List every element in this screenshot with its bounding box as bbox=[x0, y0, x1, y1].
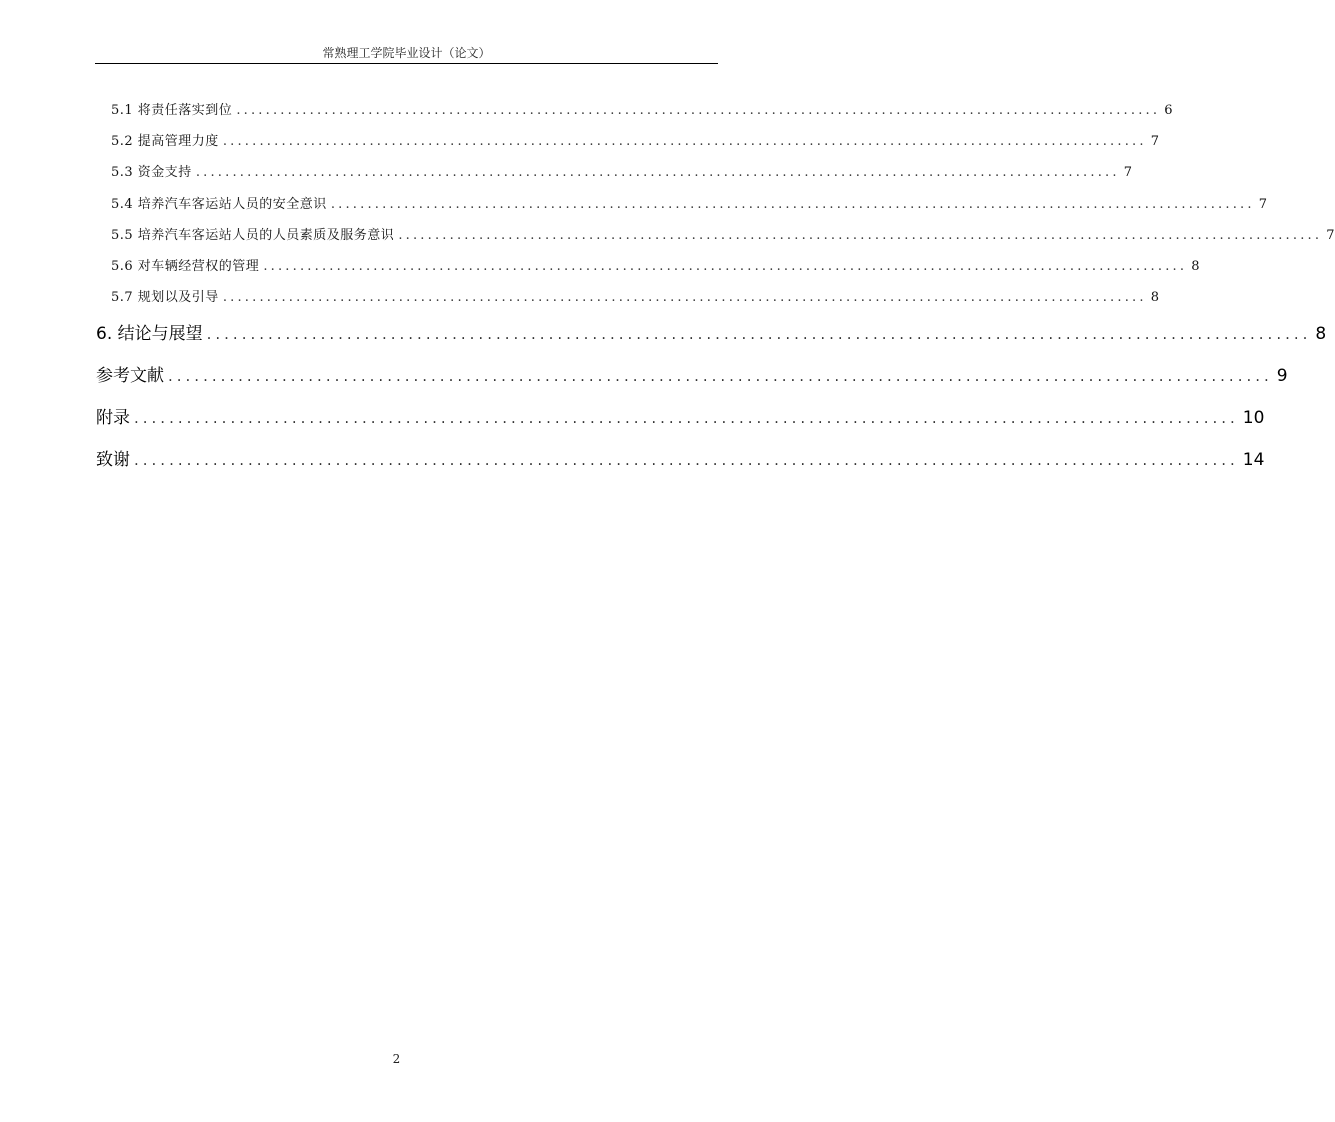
toc-entry-5-1[interactable] bbox=[111, 101, 1173, 121]
toc-entry-page: 7 bbox=[1258, 197, 1268, 212]
toc-entry-page: 7 bbox=[1123, 165, 1133, 180]
toc-leader-dots: .............................................................................................................................. bbox=[222, 134, 1147, 149]
toc-leader-dots: .............................................................................................................................. bbox=[263, 259, 1188, 274]
toc-entry-title: 5.2 提高管理力度 bbox=[111, 134, 219, 149]
toc-entry-page: 14 bbox=[1242, 450, 1265, 470]
page-header-title: 常熟理工学院毕业设计（论文） bbox=[322, 46, 491, 60]
toc-entry-5-2[interactable] bbox=[111, 132, 1160, 152]
toc-leader-dots: .............................................................................................................................. bbox=[134, 409, 1239, 427]
toc-leader-dots: .............................................................................................................................. bbox=[206, 325, 1312, 343]
toc-entry-title: 5.6 对车辆经营权的管理 bbox=[111, 259, 260, 274]
toc-leader-dots: .............................................................................................................................. bbox=[222, 290, 1147, 305]
toc-entry-title: 6. 结论与展望 bbox=[96, 324, 203, 344]
toc-leader-dots: .............................................................................................................................. bbox=[134, 451, 1239, 469]
toc-entry-title: 5.5 培养汽车客运站人员的人员素质及服务意识 bbox=[111, 228, 395, 243]
toc-entry-5-4[interactable] bbox=[111, 195, 1268, 215]
toc-entry-acknowledgements[interactable] bbox=[96, 448, 1265, 472]
toc-entry-page: 7 bbox=[1150, 134, 1160, 149]
toc-entry-title: 参考文献 bbox=[96, 366, 164, 386]
toc-leader-dots: .............................................................................................................................. bbox=[168, 367, 1273, 385]
toc-entry-title: 致谢 bbox=[96, 450, 130, 470]
toc-entry-5-6[interactable] bbox=[111, 257, 1200, 277]
toc-entry-page: 7 bbox=[1326, 228, 1335, 243]
toc-entry-page: 8 bbox=[1315, 324, 1327, 344]
toc-entry-page: 8 bbox=[1191, 259, 1200, 274]
toc-entry-page: 6 bbox=[1164, 103, 1173, 118]
toc-entry-5-3[interactable] bbox=[111, 163, 1133, 183]
toc-leader-dots: .............................................................................................................................. bbox=[330, 197, 1255, 212]
toc-leader-dots: .............................................................................................................................. bbox=[398, 228, 1323, 243]
toc-entry-page: 10 bbox=[1242, 408, 1265, 428]
toc-entry-5-5[interactable] bbox=[111, 226, 1335, 246]
header-rule bbox=[95, 63, 718, 64]
toc-entry-title: 5.1 将责任落实到位 bbox=[111, 103, 233, 118]
toc-entry-title: 5.4 培养汽车客运站人员的安全意识 bbox=[111, 197, 327, 212]
toc-entry-conclusion[interactable] bbox=[96, 322, 1327, 346]
toc-leader-dots: .............................................................................................................................. bbox=[195, 165, 1120, 180]
toc-entry-title: 附录 bbox=[96, 408, 130, 428]
toc-leader-dots: .............................................................................................................................. bbox=[236, 103, 1161, 118]
toc-entry-title: 5.3 资金支持 bbox=[111, 165, 192, 180]
toc-entry-references[interactable] bbox=[96, 364, 1288, 388]
page-number: 2 bbox=[392, 1052, 401, 1066]
toc-entry-title: 5.7 规划以及引导 bbox=[111, 290, 219, 305]
toc-entry-page: 9 bbox=[1276, 366, 1288, 386]
toc-entry-5-7[interactable] bbox=[111, 288, 1160, 308]
toc-entry-page: 8 bbox=[1150, 290, 1160, 305]
toc-entry-appendix[interactable] bbox=[96, 406, 1265, 430]
